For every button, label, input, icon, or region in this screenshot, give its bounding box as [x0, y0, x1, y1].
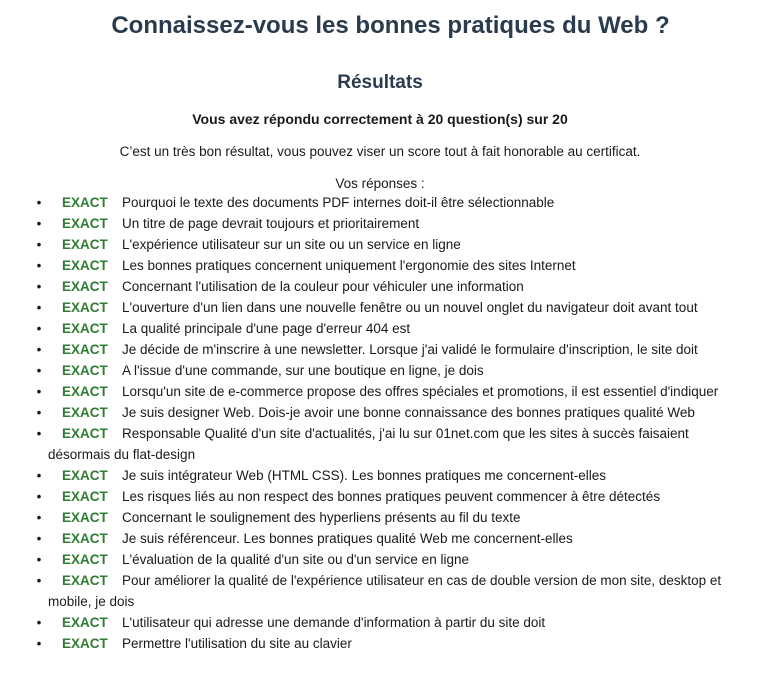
answer-status: EXACT: [62, 237, 108, 252]
answer-status: EXACT: [62, 279, 108, 294]
bullet-icon: •: [36, 426, 42, 441]
answer-status: EXACT: [62, 552, 108, 567]
answer-status: EXACT: [62, 615, 108, 630]
bullet-icon: •: [36, 531, 42, 546]
answer-question: L'utilisateur qui adresse une demande d'information à partir du site doit: [122, 615, 546, 630]
answer-question: Pour améliorer la qualité de l'expérience utilisateur en cas de double version de mon site, desktop et mobile, je dois: [48, 573, 722, 609]
answers-list: [36, 192, 748, 654]
answer-status: EXACT: [62, 216, 108, 231]
answer-status: EXACT: [62, 468, 108, 483]
answer-question: Je suis référenceur. Les bonnes pratiques qualité Web me concernent-elles: [122, 531, 573, 546]
answer-item: [36, 549, 748, 570]
answer-question: Je décide de m'inscrire à une newsletter. Lorsque j'ai validé le formulaire d'inscription, le site doit: [122, 342, 698, 357]
answer-status: EXACT: [62, 384, 108, 399]
answer-item: [36, 507, 748, 528]
answer-item: [36, 612, 748, 633]
answer-status: EXACT: [62, 489, 108, 504]
answer-question: Responsable Qualité d'un site d'actualités, j'ai lu sur 01net.com que les sites à succès faisaient désormais du flat-design: [48, 426, 689, 462]
answer-question: A l'issue d'une commande, sur une boutique en ligne, je dois: [122, 363, 484, 378]
answer-status: EXACT: [62, 531, 108, 546]
answer-status: EXACT: [62, 426, 108, 441]
answer-question: L'expérience utilisateur sur un site ou un service en ligne: [122, 237, 461, 252]
bullet-icon: •: [36, 279, 42, 294]
answer-question: Les bonnes pratiques concernent uniquement l'ergonomie des sites Internet: [122, 258, 576, 273]
bullet-icon: •: [36, 258, 42, 273]
answer-status: EXACT: [62, 258, 108, 273]
answer-item: [36, 423, 748, 465]
answer-question: Lorsqu'un site de e-commerce propose des offres spéciales et promotions, il est essentiel d'indiquer: [122, 384, 719, 399]
answer-item: [36, 297, 748, 318]
bullet-icon: •: [36, 342, 42, 357]
answer-item: [36, 213, 748, 234]
answer-status: EXACT: [62, 195, 108, 210]
bullet-icon: •: [36, 195, 42, 210]
answer-status: EXACT: [62, 573, 108, 588]
result-comment: C’est un très bon résultat, vous pouvez viser un score tout à fait honorable au certificat.: [119, 144, 641, 159]
answer-question: L'ouverture d'un lien dans une nouvelle fenêtre ou un nouvel onglet du navigateur doit avant tout: [122, 300, 698, 315]
answer-item: [36, 339, 748, 360]
bullet-icon: •: [36, 468, 42, 483]
bullet-icon: •: [36, 363, 42, 378]
bullet-icon: •: [36, 321, 42, 336]
answer-question: Concernant le soulignement des hyperliens présents au fil du texte: [122, 510, 521, 525]
answer-item: [36, 234, 748, 255]
page-title: Connaissez-vous les bonnes pratiques du Web ?: [111, 12, 670, 39]
bullet-icon: •: [36, 237, 42, 252]
answer-question: Pourquoi le texte des documents PDF internes doit-il être sélectionnable: [122, 195, 555, 210]
answer-item: [36, 255, 748, 276]
answer-question: Les risques liés au non respect des bonnes pratiques peuvent commencer à être détectés: [122, 489, 661, 504]
answer-item: [36, 192, 748, 213]
answer-status: EXACT: [62, 636, 108, 651]
results-title: Résultats: [337, 72, 423, 93]
answer-question: Permettre l'utilisation du site au clavier: [122, 636, 352, 651]
answer-status: EXACT: [62, 363, 108, 378]
answer-item: [36, 633, 748, 654]
bullet-icon: •: [36, 216, 42, 231]
answer-status: EXACT: [62, 405, 108, 420]
bullet-icon: •: [36, 300, 42, 315]
bullet-icon: •: [36, 573, 42, 588]
bullet-icon: •: [36, 615, 42, 630]
score-summary: Vous avez répondu correctement à 20 question(s) sur 20: [192, 111, 568, 127]
answer-item: [36, 276, 748, 297]
answer-question: Concernant l'utilisation de la couleur pour véhiculer une information: [122, 279, 524, 294]
answer-item: [36, 360, 748, 381]
answer-status: EXACT: [62, 342, 108, 357]
bullet-icon: •: [36, 510, 42, 525]
answer-question: L'évaluation de la qualité d'un site ou d'un service en ligne: [122, 552, 469, 567]
answer-status: EXACT: [62, 321, 108, 336]
answer-item: [36, 381, 748, 402]
answer-item: [36, 570, 748, 612]
bullet-icon: •: [36, 405, 42, 420]
bullet-icon: •: [36, 636, 42, 651]
answer-item: [36, 318, 748, 339]
answer-item: [36, 402, 748, 423]
answer-status: EXACT: [62, 300, 108, 315]
answer-status: EXACT: [62, 510, 108, 525]
answer-question: Je suis designer Web. Dois-je avoir une bonne connaissance des bonnes pratiques qualité Web: [122, 405, 695, 420]
answer-question: La qualité principale d'une page d'erreur 404 est: [122, 321, 411, 336]
answer-item: [36, 486, 748, 507]
answer-item: [36, 528, 748, 549]
bullet-icon: •: [36, 384, 42, 399]
bullet-icon: •: [36, 552, 42, 567]
answer-question: Je suis intégrateur Web (HTML CSS). Les bonnes pratiques me concernent-elles: [122, 468, 606, 483]
bullet-icon: •: [36, 489, 42, 504]
answers-label: Vos réponses :: [335, 176, 425, 191]
answer-question: Un titre de page devrait toujours et prioritairement: [122, 216, 420, 231]
answer-item: [36, 465, 748, 486]
